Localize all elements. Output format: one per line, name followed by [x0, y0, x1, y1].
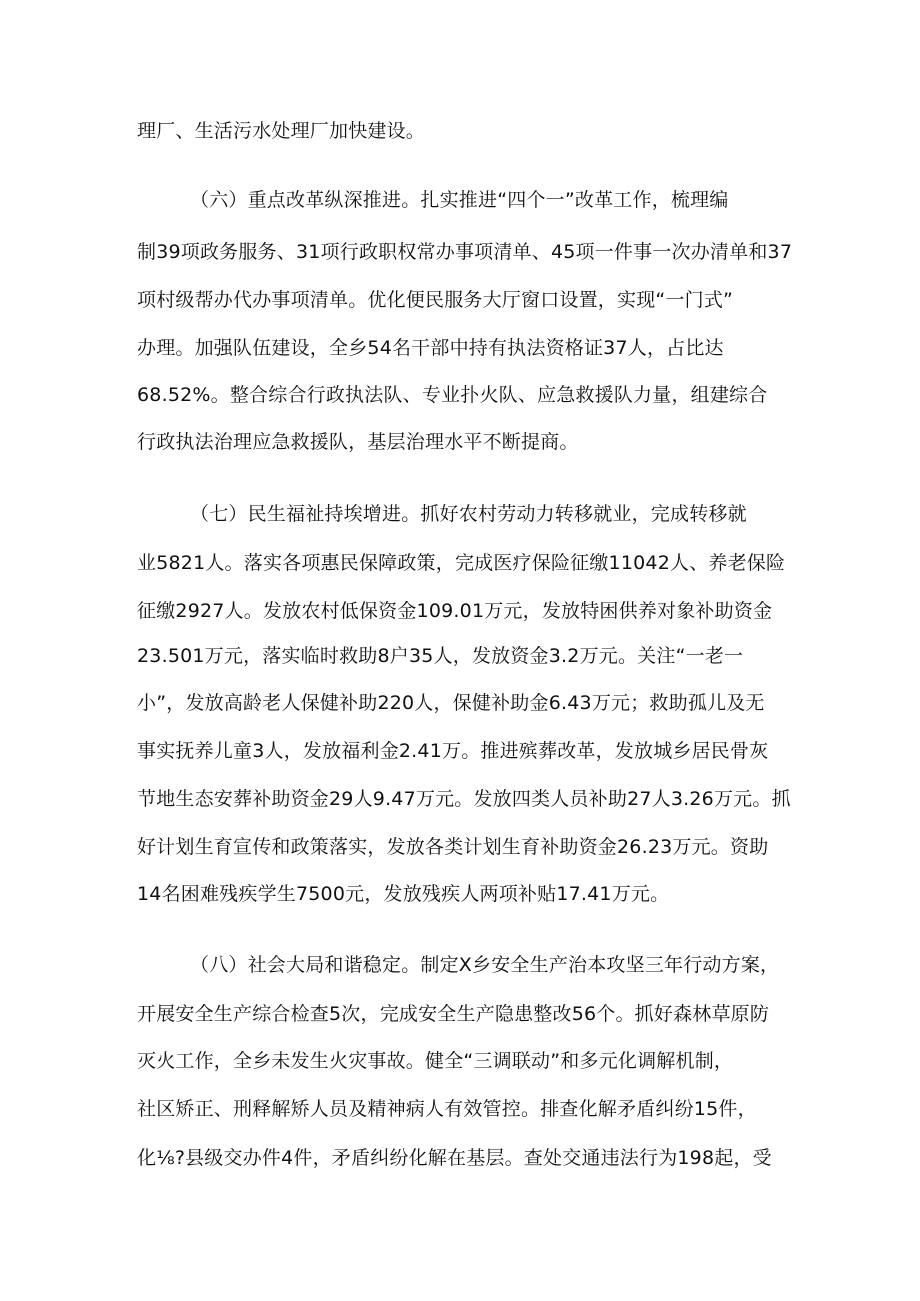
text-line: 化⅛?县级交办件4件，矛盾纠纷化解在基层。查处交通违法行为198起，受 [137, 1147, 772, 1169]
text-line: （六）重点改革纵深推进。扎实推进“四个一”改革工作，梳理编 [190, 189, 729, 211]
text-line: （八）社会大局和谐稳定。制定X乡安全生产治本攻坚三年行动方案， [190, 954, 780, 976]
text-line: 14名困难残疾学生7500元，发放残疾人两项补贴17.41万元。 [137, 883, 670, 905]
text-line: 事实抚养儿童3人，发放福利金2.41万。推进殡葬改革，发放城乡居民骨灰 [137, 740, 769, 762]
text-line: 征缴2927人。发放农村低保资金109.01万元，发放特困供养对象补助资金 [137, 600, 773, 622]
text-line: 业5821人。落实各项惠民保障政策，完成医疗保险征缴11042人、养老保险 [137, 552, 786, 574]
text-line: 制39项政务服务、31项行政职权常办事项清单、45项一件事一次办清单和37 [137, 241, 793, 263]
text-line: 社区矫正、刑释解矫人员及精神病人有效管控。排查化解矛盾纠纷15件， [137, 1098, 757, 1120]
text-line: 项村级帮办代办事项清单。优化便民服务大厅窗口设置，实现“一门式” [137, 289, 734, 311]
text-line: 23.501万元，落实临时救助8户35人，发放资金3.2万元。关注“一老一 [137, 645, 744, 667]
text-line: 灭火工作，全乡未发生火灾事故。健全“三调联动”和多元化调解机制， [137, 1050, 734, 1072]
text-line: 办理。加强队伍建设，全乡54名干部中持有执法资格证37人，占比达 [137, 337, 724, 359]
text-line: 小”，发放高龄老人保健补助220人，保健补助金6.43万元；救助孤儿及无 [137, 692, 765, 714]
text-line: 好计划生育宣传和政策落实，发放各类计划生育补助资金26.23万元。资助 [137, 836, 769, 858]
text-line: 理厂、生活污水处理厂加快建设。 [137, 120, 426, 142]
text-line: 68.52%。整合综合行政执法队、专业扑火队、应急救援队力量，组建综合 [137, 384, 768, 406]
text-line: （七）民生福祉持埃增进。抓好农村劳动力转移就业，完成转移就 [190, 503, 747, 525]
text-line: 行政执法治理应急救援队，基层治理水平不断提商。 [137, 431, 579, 453]
text-line: 节地生态安葬补助资金29人9.47万元。发放四类人员补助27人3.26万元。抓 [137, 788, 791, 810]
text-line: 开展安全生产综合检查5次，完成安全生产隐患整改56个。抓好森林草原防 [137, 1003, 770, 1025]
